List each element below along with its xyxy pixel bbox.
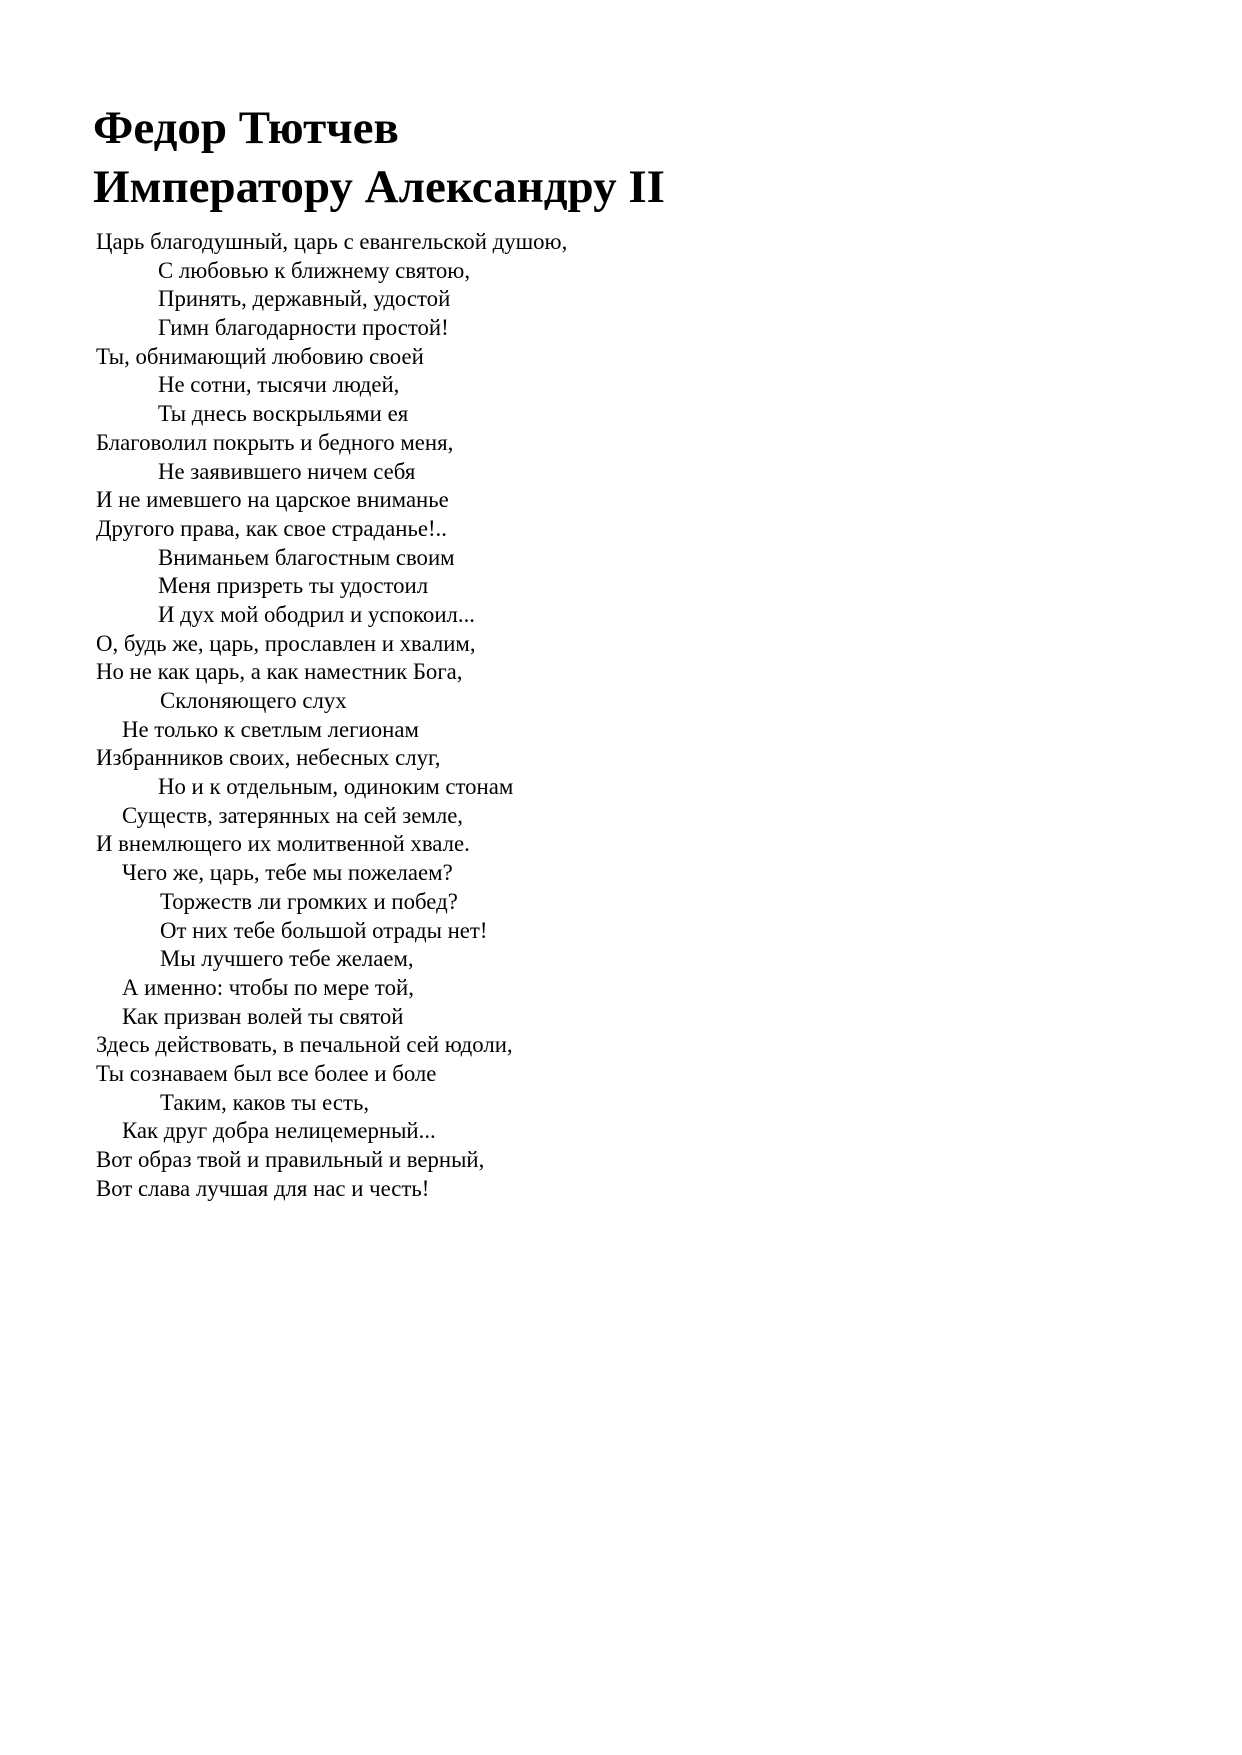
poem-line: С любовью к ближнему святою, xyxy=(158,257,471,283)
poem-line: Другого права, как свое страданье!.. xyxy=(96,515,447,541)
poem-line: О, будь же, царь, прославлен и хвалим, xyxy=(96,630,476,656)
poem-body xyxy=(96,228,567,1203)
poem-line: Вниманьем благостным своим xyxy=(158,544,455,570)
poem-line: Избранников своих, небесных слуг, xyxy=(96,745,441,771)
author-name: Федор Тютчев xyxy=(93,102,399,154)
poem-line: Не заявившего ничем себя xyxy=(158,458,416,484)
poem-line: Ты сознаваем был все более и боле xyxy=(96,1060,437,1086)
poem-line: И не имевшего на царское вниманье xyxy=(96,487,449,513)
poem-line: Но не как царь, а как наместник Бога, xyxy=(96,659,463,685)
poem-line: Торжеств ли громких и побед? xyxy=(160,888,458,914)
poem-line: Таким, каков ты есть, xyxy=(160,1089,370,1115)
poem-line: Ты днесь воскрыльями ея xyxy=(158,401,409,427)
poem-line: Здесь действовать, в печальной сей юдоли, xyxy=(96,1032,513,1058)
poem-line: Не сотни, тысячи людей, xyxy=(158,372,400,398)
poem-line: Меня призреть ты удостоил xyxy=(158,573,429,599)
poem-line: Существ, затерянных на сей земле, xyxy=(122,802,464,828)
poem-line: Но и к отдельным, одиноким стонам xyxy=(158,774,514,800)
poem-line: Мы лучшего тебе желаем, xyxy=(160,946,414,972)
poem-line: А именно: чтобы по мере той, xyxy=(122,974,414,1000)
poem-line: От них тебе большой отрады нет! xyxy=(160,917,488,943)
poem-line: Как призван волей ты святой xyxy=(122,1003,404,1029)
poem-line: Ты, обнимающий любовию своей xyxy=(96,343,424,369)
poem-line: Гимн благодарности простой! xyxy=(158,315,449,341)
poem-line: Склоняющего слух xyxy=(160,688,347,713)
poem-line: И внемлющего их молитвенной хвале. xyxy=(96,831,470,857)
poem-line: Царь благодушный, царь с евангельской душою, xyxy=(96,229,568,254)
poem-line: Принять, державный, удостой xyxy=(158,286,451,312)
poem-line: Не только к светлым легионам xyxy=(122,716,419,742)
document-header xyxy=(93,99,665,217)
poem-line: И дух мой ободрил и успокоил... xyxy=(158,601,475,627)
poem-title: Императору Александру II xyxy=(93,161,665,213)
poem-line: Чего же, царь, тебе мы пожелаем? xyxy=(122,860,453,886)
poem-line: Благоволил покрыть и бедного меня, xyxy=(96,429,454,455)
poem-line: Вот образ твой и правильный и верный, xyxy=(96,1147,485,1172)
poem-line: Вот слава лучшая для нас и честь! xyxy=(96,1175,430,1201)
poem-line: Как друг добра нелицемерный... xyxy=(122,1118,436,1144)
